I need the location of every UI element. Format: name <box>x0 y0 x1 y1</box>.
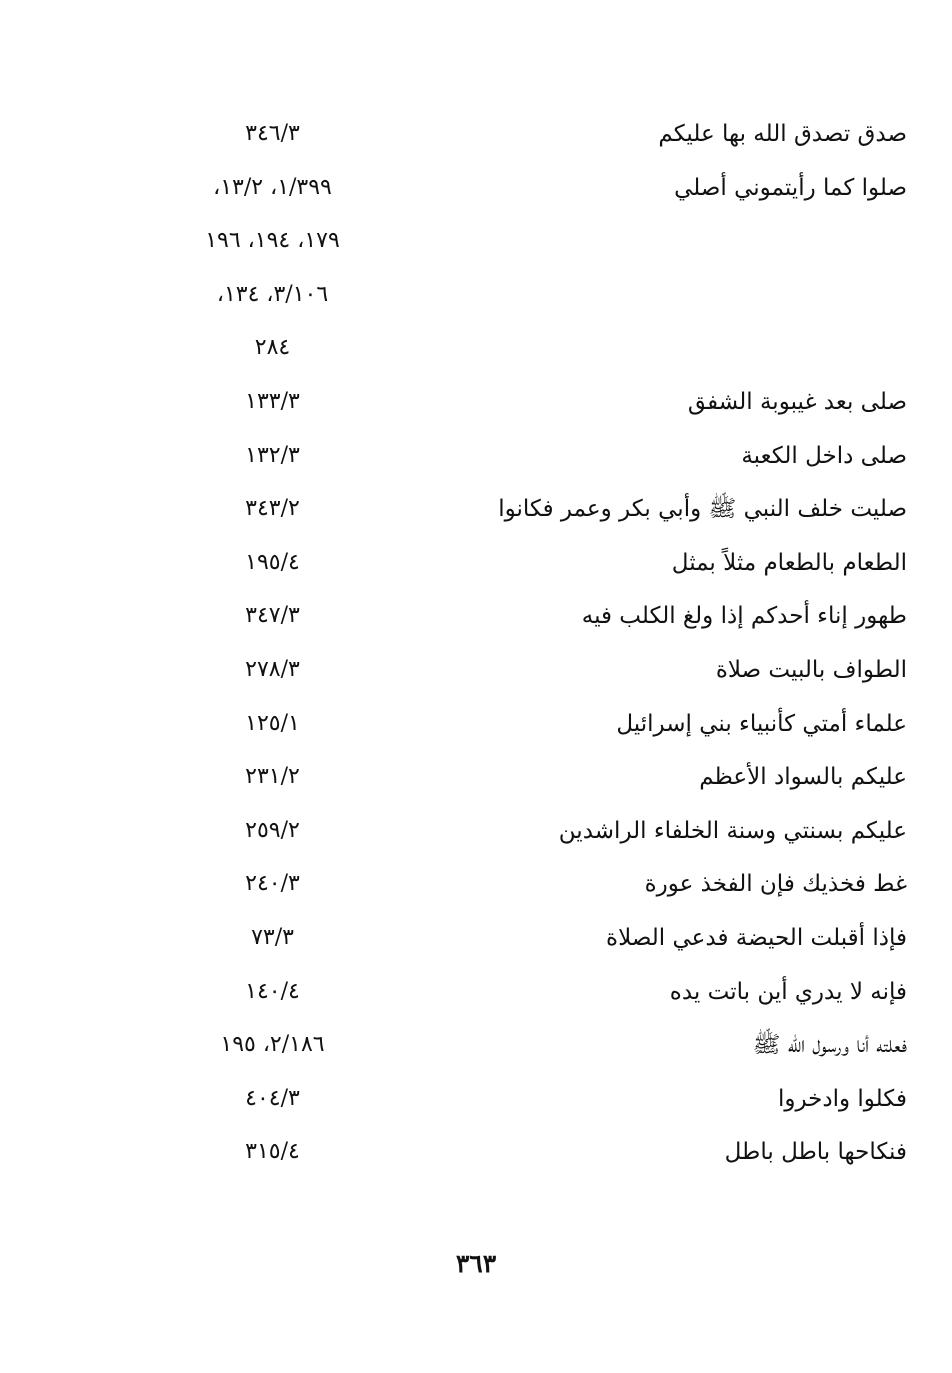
entry-phrase: غط فخذيك فإن الفخذ عورة <box>644 871 907 898</box>
index-entry <box>0 860 952 914</box>
entry-phrase: صلى بعد غيبوبة الشفق <box>687 388 907 415</box>
index-entry <box>0 753 952 807</box>
index-entry <box>0 914 952 968</box>
entry-reference: ١٣٢/٣ <box>245 442 300 468</box>
entry-phrase: الطواف بالبيت صلاة <box>715 656 907 683</box>
entry-reference: ٧٣/٣ <box>251 924 294 950</box>
entry-reference: ١٧٩، ١٩٤، ١٩٦ <box>205 228 340 254</box>
index-entry <box>0 1075 952 1129</box>
index-entry-continuation <box>0 217 952 271</box>
index-entry-continuation <box>0 271 952 325</box>
entry-reference: ٢٧٨/٣ <box>245 656 300 682</box>
index-entry <box>0 110 952 164</box>
entry-reference: ٢٤٠/٣ <box>245 871 300 897</box>
entry-phrase: صدق تصدق الله بها عليكم <box>658 121 907 147</box>
index-entry <box>0 432 952 486</box>
entry-phrase: علماء أمتي كأنبياء بني إسرائيل <box>616 710 907 737</box>
entry-reference: ١٩٥/٤ <box>245 549 300 575</box>
index-entry <box>0 807 952 861</box>
entry-reference: ٢/١٨٦، ١٩٥ <box>220 1032 325 1058</box>
entry-reference: ٢٣١/٢ <box>245 764 300 790</box>
index-entry <box>0 646 952 700</box>
entry-reference: ١٣٣/٣ <box>245 388 300 414</box>
entry-phrase: صلوا كما رأيتموني أصلي <box>674 174 907 201</box>
entry-reference: ١٤٠/٤ <box>245 978 300 1004</box>
entry-reference: ١٢٥/١ <box>245 710 300 736</box>
index-entry-continuation <box>0 324 952 378</box>
entry-phrase: عليكم بسنتي وسنة الخلفاء الراشدين <box>558 817 907 844</box>
index-entry <box>0 164 952 218</box>
entry-phrase: فكلوا وادخروا <box>777 1085 907 1112</box>
entry-phrase: الطعام بالطعام مثلاً بمثل <box>671 549 907 576</box>
index-entry <box>0 378 952 432</box>
entry-phrase: فإذا أقبلت الحيضة فدعي الصلاة <box>606 924 907 951</box>
entry-reference: ٢٨٤ <box>254 335 291 361</box>
entry-reference: ٣/١٠٦، ١٣٤، <box>216 281 329 307</box>
index-entry <box>0 592 952 646</box>
entry-phrase: صلى داخل الكعبة <box>741 442 907 469</box>
entry-phrase: فنكاحها باطل باطل <box>724 1139 907 1166</box>
entry-reference: ١/٣٩٩، ١٣/٢، <box>213 174 332 200</box>
entry-reference: ٣٤٣/٢ <box>245 496 300 522</box>
index-entry <box>0 968 952 1022</box>
entry-phrase: صليت خلف النبي ﷺ وأبي بكر وعمر فكانوا <box>498 496 907 523</box>
index-entry <box>0 1128 952 1182</box>
index-entry <box>0 539 952 593</box>
entry-reference: ٣٤٦/٣ <box>245 121 300 146</box>
page-number: ٣٦٣ <box>455 1249 497 1278</box>
entry-phrase: طهور إناء أحدكم إذا ولغ الكلب فيه <box>581 603 907 630</box>
entry-phrase: فإنه لا يدري أين باتت يده <box>669 978 907 1005</box>
entry-reference: ٤٠٤/٣ <box>245 1085 300 1111</box>
entry-reference: ٢٥٩/٢ <box>245 817 300 843</box>
entry-reference: ٣٤٧/٣ <box>245 603 300 629</box>
index-entry <box>0 700 952 754</box>
entry-phrase: فعلته أنا ورسول الله ﷺ <box>752 1032 907 1059</box>
index-entry <box>0 485 952 539</box>
entry-reference: ٣١٥/٤ <box>245 1139 300 1165</box>
entry-phrase: عليكم بالسواد الأعظم <box>699 764 907 791</box>
hadith-index-list <box>0 110 952 1182</box>
index-entry <box>0 1021 952 1075</box>
